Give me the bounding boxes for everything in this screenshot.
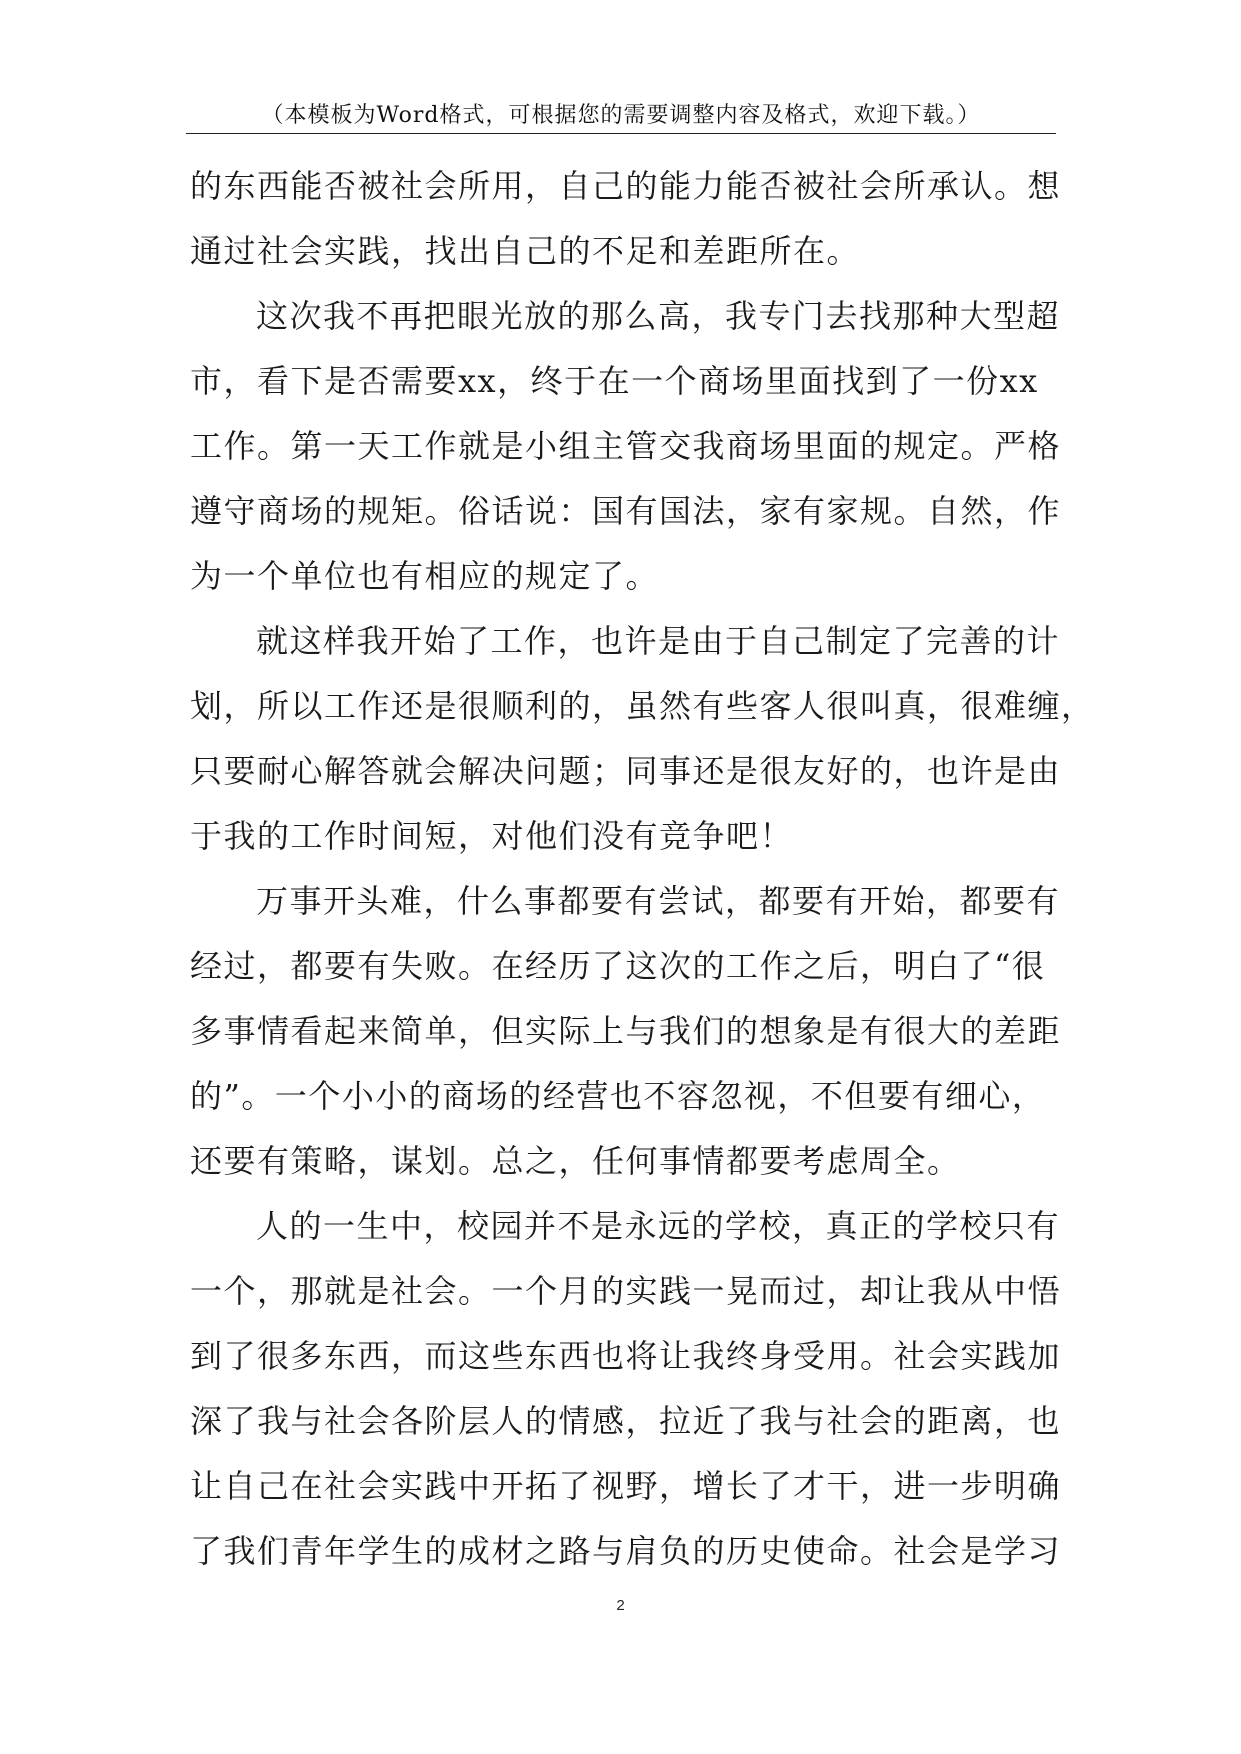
- text-line: 的”。一个小小的商场的经营也不容忽视，不但要有细心，: [190, 1077, 1046, 1115]
- text-line: 多事情看起来简单，但实际上与我们的想象是有很大的差距: [190, 1012, 1062, 1050]
- header-divider: [186, 133, 1056, 134]
- text-line: 了我们青年学生的成材之路与肩负的历史使命。社会是学习: [190, 1532, 1062, 1570]
- text-line: 深了我与社会各阶层人的情感，拉近了我与社会的距离，也: [190, 1402, 1062, 1440]
- paragraph-start-line: 万事开头难，什么事都要有尝试，都要有开始，都要有: [256, 882, 1061, 920]
- paragraph-start-line: 人的一生中，校园并不是永远的学校，真正的学校只有: [256, 1207, 1061, 1245]
- text-line: 的东西能否被社会所用，自己的能力能否被社会所承认。想: [190, 167, 1062, 205]
- text-line: 还要有策略，谋划。总之，任何事情都要考虑周全。: [190, 1142, 961, 1180]
- paragraph-start-line: 这次我不再把眼光放的那么高，我专门去找那种大型超: [256, 297, 1061, 335]
- text-line: 经过，都要有失败。在经历了这次的工作之后，明白了“很: [190, 947, 1046, 985]
- text-line: 通过社会实践，找出自己的不足和差距所在。: [190, 232, 861, 270]
- document-body: [190, 154, 1095, 1584]
- document-header: （本模板为Word格式，可根据您的需要调整内容及格式，欢迎下载。）: [261, 103, 981, 128]
- text-line: 划，所以工作还是很顺利的，虽然有些客人很叫真，很难缠，: [190, 687, 1095, 725]
- text-line: 一个，那就是社会。一个月的实践一晃而过，却让我从中悟: [190, 1272, 1062, 1310]
- text-line: 于我的工作时间短，对他们没有竞争吧！: [190, 817, 794, 855]
- text-line: 工作。第一天工作就是小组主管交我商场里面的规定。严格: [190, 427, 1062, 465]
- page-number: 2: [616, 1597, 625, 1614]
- text-line: 只要耐心解答就会解决问题；同事还是很友好的，也许是由: [190, 752, 1062, 790]
- text-line: 让自己在社会实践中开拓了视野，增长了才干，进一步明确: [190, 1467, 1062, 1505]
- text-line: 市，看下是否需要xx，终于在一个商场里面找到了一份xx: [190, 362, 1039, 400]
- text-line: 遵守商场的规矩。俗话说：国有国法，家有家规。自然，作: [190, 492, 1062, 530]
- paragraph-start-line: 就这样我开始了工作，也许是由于自己制定了完善的计: [256, 622, 1061, 660]
- text-line: 为一个单位也有相应的规定了。: [190, 557, 660, 595]
- text-line: 到了很多东西，而这些东西也将让我终身受用。社会实践加: [190, 1337, 1062, 1375]
